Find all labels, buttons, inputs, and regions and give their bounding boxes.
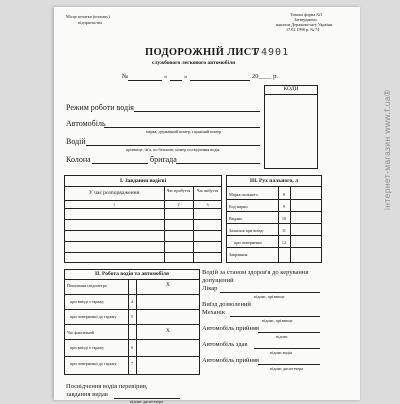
work-row-label: Час фактичний xyxy=(67,330,94,335)
stamp-place-label: Місце печатки (штампу) xyxy=(66,14,110,19)
task-colnum-3: 3 xyxy=(206,202,209,207)
task-table-title: I. Завдання водієві xyxy=(119,178,167,184)
form-line-4: 17.02.1998 р. № 74 xyxy=(286,27,320,32)
fuel-row-label: Марка пального xyxy=(229,192,258,197)
form-subtitle: службового легкового автомобіля xyxy=(152,60,236,66)
work-row-label: при виїзді з гаражу xyxy=(70,345,105,350)
car-hint: марка, державний номер, гаражний номер xyxy=(146,129,222,134)
work-row-label: при виїзді з гаражу xyxy=(70,299,105,304)
accepted-sig-hint: підпис xyxy=(276,334,288,339)
fuel-row-num: 9 xyxy=(282,204,286,209)
form-title: ПОДОРОЖНІЙ ЛИСТ xyxy=(145,47,259,58)
fuel-row-num: 12 xyxy=(281,240,287,245)
convoy-label: Колона xyxy=(66,155,91,164)
task-colnum-1: 1 xyxy=(112,202,116,207)
car-label: Автомобіль xyxy=(66,119,106,128)
doctor-label: Лікар xyxy=(202,285,218,292)
task-col-arrival: Час прибуття xyxy=(166,188,191,193)
fuel-row-label: Видано xyxy=(229,216,243,221)
dispatcher-sig-hint: підпис диспетчера xyxy=(270,366,303,371)
task-col-order: У чає розпорядження xyxy=(88,190,140,196)
driver-label: Водій xyxy=(66,137,86,146)
mechanic-sig-hint: підпис, прізвище xyxy=(262,318,293,323)
dispatcher-bottom-hint: підпис диспетчера xyxy=(130,399,163,404)
number-prefix: № xyxy=(122,73,129,80)
fuel-row-label: Заправник xyxy=(229,252,248,257)
accepted-label: Автомобіль прийняв xyxy=(202,325,260,332)
fuel-row-label: при поверненні xyxy=(234,240,262,245)
admitted-label: допущений xyxy=(202,277,234,284)
waybill-form-sheet: Місце печатки (штампу) підприємства Типова форма №3 Затверджено наказом Держкомстату України 17.02.1998 р. № 74 ПОДОРОЖНІЙ ЛИСТ 74901 службового легкового автомобіля № « » 20____ р. КОДИ Режим роботи водія Автомобіль марка, державний номер, гаражний номер Водій прізвище, ім'я, по батькові; номер посвідчення водія Колона бригада I. Завдання водієві У чає розпорядження Час прибуття Час вибуття 1 2 3 III. Рух пального, л Марка пального 8 Код марки 9 Видано 10 Залишок при виїзді 11 при поверненні 12 Заправник II. Робота водія та автомобіля Показання спідометра X при виїзді з гаражу 4 при поверненні до гаражу 5 Час фактичний X при виїзді з гаражу 6 при поверненні до гаражу 7 Водій за станом здоров'я до керування допущений Лікар підпис, прізвище Виїзд дозволений Механік підпис, прізвище Автомобіль прийняв підпис Автомобіль здав підпис водія Автомобіль прийняв підпис диспетчера Посвідчення водія перевірив, завдання видав підпис диспетчера xyxy=(54,7,360,400)
fuel-row-num: 11 xyxy=(281,228,287,233)
work-mode-label: Режим роботи водія xyxy=(66,103,134,112)
health-label: Водій за станом здоров'я до керування xyxy=(202,269,309,276)
mechanic-label: Механік xyxy=(202,309,225,316)
fuel-table-title: III. Рух пального, л xyxy=(249,178,299,184)
work-row-num: 7 xyxy=(130,361,134,366)
work-row-num: 4 xyxy=(130,299,134,304)
fuel-row-label: Залишок при виїзді xyxy=(229,228,264,233)
codes-box xyxy=(264,85,318,169)
work-row-num: 5 xyxy=(130,314,134,319)
work-row-label: при поверненні до гаражу xyxy=(70,361,117,366)
enterprise-label: підприємства xyxy=(78,20,103,25)
accepted2-label: Автомобіль прийняв xyxy=(202,357,260,364)
watermark-text: інтернет-магазин www.f.ua® xyxy=(382,89,392,210)
driver-hint: прізвище, ім'я, по батькові; номер посвідчення водія xyxy=(126,147,220,152)
task-colnum-2: 2 xyxy=(177,202,180,207)
handed-label: Автомобіль здав xyxy=(202,341,248,348)
exit-allowed-label: Виїзд дозволений xyxy=(202,301,251,308)
date-year: 20____ р. xyxy=(252,73,278,80)
doctor-sig-hint: підпис, прізвище xyxy=(254,294,285,299)
form-line-1: Типова форма №3 xyxy=(290,12,323,17)
task-col-departure: Час вибуття xyxy=(196,188,219,193)
work-row-num: 6 xyxy=(130,345,134,350)
work-row-label: при поверненні до гаражу xyxy=(70,314,117,319)
handed-sig-hint: підпис водія xyxy=(270,350,293,355)
work-mark-x: X xyxy=(166,328,170,334)
id-checked-label: Посвідчення водія перевірив, xyxy=(66,383,148,390)
brigade-label: бригада xyxy=(150,155,177,164)
work-mark-x: X xyxy=(166,282,170,288)
fuel-row-label: Код марки xyxy=(229,204,248,209)
fuel-row-num: 10 xyxy=(281,216,287,221)
work-row-label: Показання спідометра xyxy=(67,283,107,288)
serial-number: 74901 xyxy=(254,47,290,58)
fuel-row-num: 8 xyxy=(282,192,286,197)
form-line-2: Затверджено xyxy=(294,17,317,22)
task-given-label: завдання видав xyxy=(66,391,108,398)
form-line-3: наказом Держкомстату України xyxy=(276,22,333,27)
codes-label: КОДИ xyxy=(283,86,299,92)
work-table-title: II. Робота водія та автомобіля xyxy=(95,271,169,277)
